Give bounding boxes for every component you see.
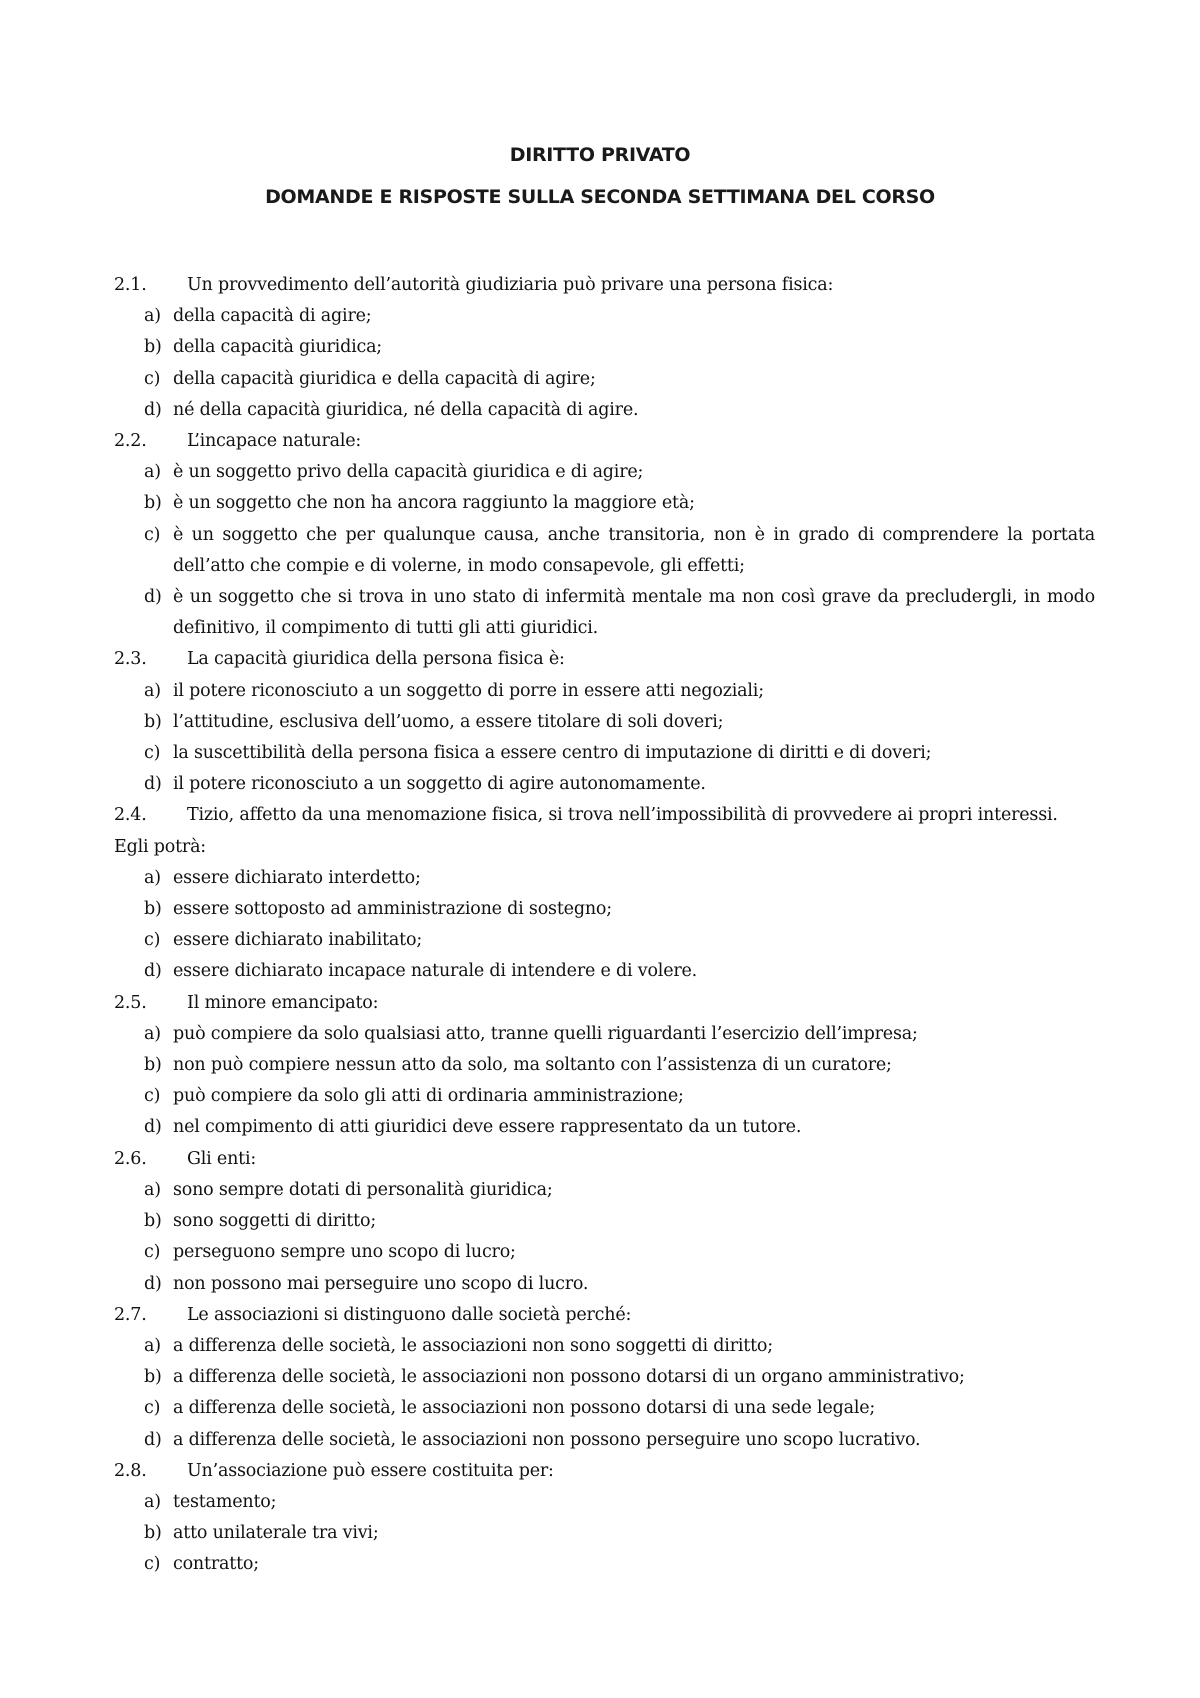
option-letter: b) — [144, 711, 162, 732]
option-2-5-a — [114, 1019, 1095, 1050]
option-text: a differenza delle società, le associazioni non possono dotarsi di un organo amministrativo; — [173, 1367, 965, 1388]
question-text: L’incapace naturale: — [187, 431, 362, 452]
option-text: il potere riconosciuto a un soggetto di agire autonomamente. — [173, 774, 706, 795]
question-text: Gli enti: — [187, 1148, 257, 1169]
option-text: la suscettibilità della persona fisica a essere centro di imputazione di diritti e di doveri; — [173, 743, 932, 764]
option-2-2-c — [114, 520, 1095, 582]
option-2-1-d — [114, 395, 1095, 426]
option-2-1-b — [114, 332, 1095, 363]
option-text: essere dichiarato incapace naturale di intendere e di volere. — [173, 961, 698, 982]
option-letter: b) — [144, 493, 162, 514]
option-text: della capacità di agire; — [173, 306, 372, 327]
question-text: Un provvedimento dell’autorità giudiziaria può privare una persona fisica: — [187, 275, 834, 295]
option-text: atto unilaterale tra vivi; — [173, 1523, 379, 1544]
option-text: può compiere da solo gli atti di ordinaria amministrazione; — [173, 1086, 684, 1107]
option-letter: d) — [144, 1117, 162, 1138]
option-text: né della capacità giuridica, né della capacità di agire. — [173, 399, 639, 420]
option-letter: d) — [144, 1429, 162, 1450]
option-letter: d) — [144, 399, 162, 420]
question-list — [114, 270, 1095, 1581]
question-text: La capacità giuridica della persona fisica è: — [187, 649, 565, 670]
option-letter: a) — [144, 1335, 161, 1356]
question-2-5 — [114, 988, 1095, 1019]
option-2-8-b — [114, 1518, 1095, 1549]
option-2-7-d — [114, 1425, 1095, 1456]
option-text: non possono mai perseguire uno scopo di lucro. — [173, 1273, 589, 1294]
option-2-5-b — [114, 1050, 1095, 1081]
option-letter: a) — [144, 680, 161, 701]
page-subtitle: DOMANDE E RISPOSTE SULLA SECONDA SETTIMANA DEL CORSO — [265, 186, 935, 208]
question-number: 2.3. — [114, 649, 147, 670]
option-2-2-b — [114, 488, 1095, 519]
option-2-8-a — [114, 1487, 1095, 1518]
option-text: essere sottoposto ad amministrazione di sostegno; — [173, 899, 612, 920]
option-letter: c) — [144, 524, 161, 545]
option-text: essere dichiarato interdetto; — [173, 867, 421, 888]
option-text: è un soggetto che si trova in uno stato di infermità mentale ma non così grave da precludergli, in modo definitivo, il compimento di tutti gli atti giuridici. — [173, 587, 1095, 639]
option-2-2-d — [114, 582, 1095, 644]
question-2-4 — [114, 800, 1095, 862]
option-2-5-d — [114, 1112, 1095, 1143]
option-2-2-a — [114, 457, 1095, 488]
option-letter: b) — [144, 899, 162, 920]
option-2-4-c — [114, 925, 1095, 956]
option-letter: c) — [144, 1242, 161, 1263]
option-letter: a) — [144, 867, 161, 888]
option-letter: c) — [144, 930, 161, 951]
option-letter: d) — [144, 774, 162, 795]
option-2-8-c — [114, 1549, 1095, 1580]
option-text: è un soggetto che per qualunque causa, anche transitoria, non è in grado di comprendere la portata dell’atto che compie e di volerne, in modo consapevole, gli effetti; — [173, 524, 1095, 576]
question-2-3 — [114, 644, 1095, 675]
option-2-3-a — [114, 676, 1095, 707]
option-2-1-c — [114, 364, 1095, 395]
option-text: a differenza delle società, le associazioni non possono perseguire uno scopo lucrativo. — [173, 1429, 921, 1450]
option-text: a differenza delle società, le associazioni non sono soggetti di diritto; — [173, 1335, 773, 1356]
option-2-4-d — [114, 956, 1095, 987]
question-2-6 — [114, 1144, 1095, 1175]
option-text: il potere riconosciuto a un soggetto di porre in essere atti negoziali; — [173, 680, 764, 701]
option-letter: a) — [144, 1491, 161, 1512]
option-text: può compiere da solo qualsiasi atto, tranne quelli riguardanti l’esercizio dell’impresa; — [173, 1023, 918, 1044]
question-text: Tizio, affetto da una menomazione fisica, si trova nell’impossibilità di provvedere ai propri interessi. Egli potrà: — [114, 805, 1058, 857]
question-2-7 — [114, 1300, 1095, 1331]
option-text: della capacità giuridica e della capacità di agire; — [173, 368, 596, 389]
option-2-6-a — [114, 1175, 1095, 1206]
option-letter: a) — [144, 306, 161, 327]
option-letter: d) — [144, 961, 162, 982]
option-text: della capacità giuridica; — [173, 337, 383, 358]
option-text: l’attitudine, esclusiva dell’uomo, a essere titolare di soli doveri; — [173, 711, 724, 732]
question-text: Un’associazione può essere costituita per: — [187, 1460, 554, 1481]
option-2-4-a — [114, 863, 1095, 894]
question-number: 2.2. — [114, 431, 147, 452]
option-letter: d) — [144, 1273, 162, 1294]
option-text: contratto; — [173, 1554, 259, 1575]
question-2-2 — [114, 426, 1095, 457]
option-text: perseguono sempre uno scopo di lucro; — [173, 1242, 516, 1263]
question-text: Il minore emancipato: — [187, 992, 379, 1013]
option-text: essere dichiarato inabilitato; — [173, 930, 423, 951]
question-2-8 — [114, 1456, 1095, 1487]
option-2-5-c — [114, 1081, 1095, 1112]
option-letter: c) — [144, 1086, 161, 1107]
option-text: non può compiere nessun atto da solo, ma soltanto con l’assistenza di un curatore; — [173, 1055, 892, 1076]
option-2-7-c — [114, 1393, 1095, 1424]
option-letter: a) — [144, 1023, 161, 1044]
question-number: 2.1. — [114, 275, 147, 295]
option-2-6-b — [114, 1206, 1095, 1237]
option-text: sono soggetti di diritto; — [173, 1211, 377, 1232]
option-letter: a) — [144, 1179, 161, 1200]
option-2-6-d — [114, 1269, 1095, 1300]
option-letter: b) — [144, 1367, 162, 1388]
option-2-7-b — [114, 1362, 1095, 1393]
option-letter: c) — [144, 1554, 161, 1575]
option-2-3-d — [114, 769, 1095, 800]
question-number: 2.8. — [114, 1460, 147, 1481]
option-2-3-b — [114, 707, 1095, 738]
option-letter: b) — [144, 1055, 162, 1076]
question-number: 2.6. — [114, 1148, 147, 1169]
option-2-4-b — [114, 894, 1095, 925]
question-text: Le associazioni si distinguono dalle società perché: — [187, 1304, 632, 1325]
option-letter: c) — [144, 1398, 161, 1419]
option-letter: a) — [144, 462, 161, 483]
page-title: DIRITTO PRIVATO — [509, 144, 691, 166]
question-number: 2.7. — [114, 1304, 147, 1325]
option-text: testamento; — [173, 1491, 277, 1512]
option-text: sono sempre dotati di personalità giuridica; — [173, 1179, 553, 1200]
question-number: 2.4. — [114, 805, 147, 826]
option-text: a differenza delle società, le associazioni non possono dotarsi di una sede legale; — [173, 1398, 876, 1419]
option-letter: b) — [144, 1523, 162, 1544]
option-2-6-c — [114, 1237, 1095, 1268]
option-letter: c) — [144, 743, 161, 764]
option-letter: c) — [144, 368, 161, 389]
option-text: nel compimento di atti giuridici deve essere rappresentato da un tutore. — [173, 1117, 802, 1138]
option-text: è un soggetto privo della capacità giuridica e di agire; — [173, 462, 644, 483]
option-2-1-a — [114, 301, 1095, 332]
option-letter: b) — [144, 337, 162, 358]
option-2-7-a — [114, 1331, 1095, 1362]
question-number: 2.5. — [114, 992, 147, 1013]
option-letter: b) — [144, 1211, 162, 1232]
option-2-3-c — [114, 738, 1095, 769]
option-letter: d) — [144, 587, 162, 608]
question-2-1 — [114, 270, 1095, 301]
option-text: è un soggetto che non ha ancora raggiunto la maggiore età; — [173, 493, 695, 514]
